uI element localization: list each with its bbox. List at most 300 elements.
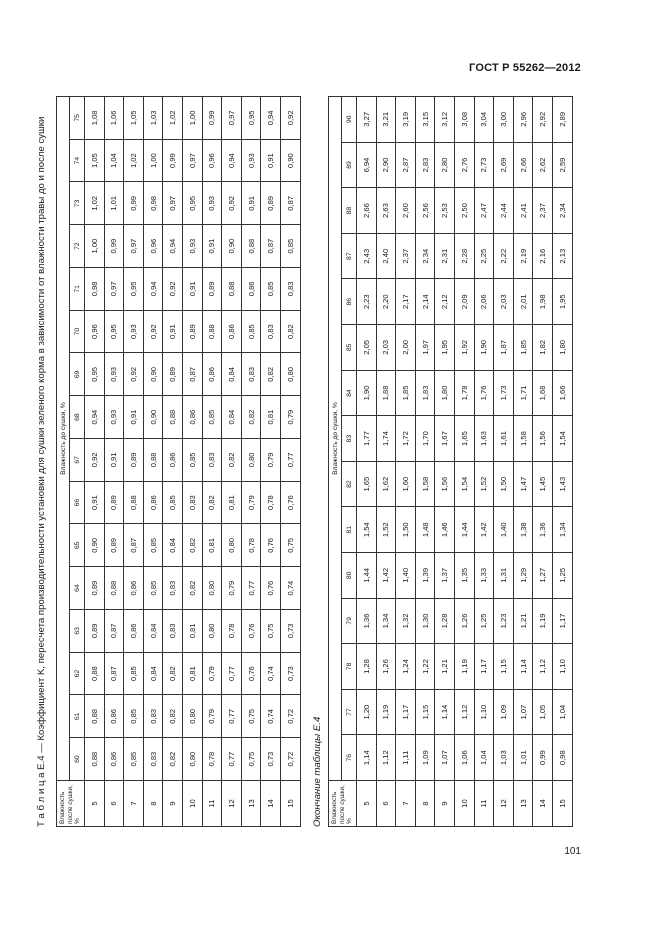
value-cell: 0,77 [241,567,261,610]
value-cell: 2,44 [494,188,514,234]
value-cell: 0,92 [85,439,105,482]
value-cell: 2,43 [357,233,377,279]
value-cell: 1,11 [396,735,416,781]
value-cell: 1,72 [396,416,416,462]
value-cell: 0,95 [85,353,105,396]
table-row [396,96,416,826]
value-cell: 1,71 [513,370,533,416]
value-cell: 1,82 [533,325,553,371]
value-cell: 1,07 [435,735,455,781]
value-cell: 1,21 [435,644,455,690]
value-cell: 0,86 [104,695,124,738]
value-cell: 0,94 [85,396,105,439]
value-cell: 0,91 [202,225,222,268]
value-cell: 1,17 [396,689,416,735]
value-cell: 0,97 [104,268,124,311]
value-cell: 0,82 [182,524,202,567]
value-cell: 1,77 [357,416,377,462]
value-cell: 0,89 [85,567,105,610]
column-header: 89 [342,142,357,188]
value-cell: 0,88 [85,695,105,738]
value-cell: 2,63 [376,188,396,234]
table-row [85,96,105,826]
value-cell: 0,86 [182,396,202,439]
value-cell: 1,23 [494,598,514,644]
value-cell: 0,73 [261,738,281,781]
value-cell: 0,91 [261,139,281,182]
value-cell: 0,90 [143,353,163,396]
value-cell: 2,62 [533,142,553,188]
value-cell: 1,56 [533,416,553,462]
value-cell: 1,44 [357,553,377,599]
value-cell: 0,97 [222,96,242,139]
row-label: 11 [202,781,222,827]
column-header: 63 [70,610,85,653]
value-cell: 1,07 [513,689,533,735]
table-row [357,96,377,826]
value-cell: 1,80 [552,325,572,371]
column-header: 79 [342,598,357,644]
value-cell: 0,83 [143,695,163,738]
row-label: 10 [182,781,202,827]
value-cell: 1,62 [376,461,396,507]
value-cell: 0,85 [280,225,300,268]
value-cell: 0,92 [280,96,300,139]
value-cell: 0,86 [163,439,183,482]
value-cell: 2,16 [533,233,553,279]
value-cell: 0,75 [241,695,261,738]
value-cell: 1,14 [357,735,377,781]
value-cell: 1,95 [435,325,455,371]
value-cell: 0,89 [202,268,222,311]
value-cell: 2,37 [533,188,553,234]
value-cell: 2,01 [513,279,533,325]
value-cell: 0,90 [222,225,242,268]
value-cell: 0,88 [85,652,105,695]
value-cell: 1,24 [396,644,416,690]
value-cell: 0,77 [222,738,242,781]
row-label: 12 [494,781,514,827]
value-cell: 1,56 [435,461,455,507]
rotated-content [32,97,580,827]
value-cell: 1,83 [415,370,435,416]
value-cell: 0,84 [143,652,163,695]
value-cell: 3,15 [415,96,435,142]
value-cell: 1,29 [513,553,533,599]
table-row [494,96,514,826]
value-cell: 1,63 [474,416,494,462]
value-cell: 1,04 [474,735,494,781]
column-header: 64 [70,567,85,610]
value-cell: 1,74 [376,416,396,462]
value-cell: 1,14 [435,689,455,735]
column-header: 77 [342,689,357,735]
value-cell: 0,75 [241,738,261,781]
value-cell: 2,47 [474,188,494,234]
value-cell: 2,40 [376,233,396,279]
value-cell: 0,82 [163,738,183,781]
value-cell: 2,19 [513,233,533,279]
table-row [182,96,202,826]
value-cell: 0,94 [261,96,281,139]
value-cell: 1,10 [474,689,494,735]
value-cell: 0,90 [85,524,105,567]
value-cell: 1,47 [513,461,533,507]
value-cell: 0,77 [280,439,300,482]
value-cell: 1,65 [454,416,474,462]
value-cell: 0,73 [280,610,300,653]
table-row [261,96,281,826]
column-header: 61 [70,695,85,738]
value-cell: 2,60 [396,188,416,234]
value-cell: 2,73 [474,142,494,188]
value-cell: 3,21 [376,96,396,142]
value-cell: 0,84 [222,396,242,439]
value-cell: 0,78 [241,524,261,567]
value-cell: 1,02 [85,182,105,225]
value-cell: 0,89 [104,524,124,567]
value-cell: 0,95 [124,268,144,311]
value-cell: 1,85 [396,370,416,416]
value-cell: 0,96 [85,310,105,353]
value-cell: 0,89 [261,182,281,225]
value-cell: 0,94 [143,268,163,311]
value-cell: 1,09 [415,735,435,781]
value-cell: 0,94 [222,139,242,182]
value-cell: 0,86 [104,738,124,781]
value-cell: 0,93 [104,396,124,439]
value-cell: 1,67 [435,416,455,462]
value-cell: 0,92 [124,353,144,396]
value-cell: 0,98 [85,268,105,311]
column-header: 78 [342,644,357,690]
value-cell: 0,92 [163,268,183,311]
column-header: 68 [70,396,85,439]
value-cell: 2,13 [552,233,572,279]
value-cell: 1,76 [474,370,494,416]
table-row [222,96,242,826]
table-row [202,96,222,826]
value-cell: 2,20 [376,279,396,325]
value-cell: 1,19 [454,644,474,690]
value-cell: 1,60 [396,461,416,507]
value-cell: 1,52 [474,461,494,507]
value-cell: 0,78 [222,610,242,653]
value-cell: 2,23 [357,279,377,325]
row-label: 13 [241,781,261,827]
header-row [57,96,70,826]
value-cell: 0,82 [280,310,300,353]
value-cell: 1,28 [435,598,455,644]
value-cell: 1,17 [552,598,572,644]
value-cell: 2,96 [513,96,533,142]
value-cell: 0,87 [104,610,124,653]
value-cell: 0,86 [124,567,144,610]
value-cell: 0,97 [163,182,183,225]
table-row [241,96,261,826]
value-cell: 0,82 [261,353,281,396]
value-cell: 1,97 [415,325,435,371]
value-cell: 0,79 [241,481,261,524]
value-cell: 0,95 [182,182,202,225]
value-cell: 2,89 [552,96,572,142]
value-cell: 0,91 [85,481,105,524]
value-cell: 2,31 [435,233,455,279]
value-cell: 1,19 [533,598,553,644]
value-cell: 2,25 [474,233,494,279]
value-cell: 1,36 [533,507,553,553]
row-label: 9 [163,781,183,827]
value-cell: 3,04 [474,96,494,142]
value-cell: 1,42 [376,553,396,599]
table-row [552,96,572,826]
row-label: 10 [454,781,474,827]
value-cell: 0,88 [222,268,242,311]
row-label: 9 [435,781,455,827]
value-cell: 0,83 [241,353,261,396]
value-cell: 1,14 [513,644,533,690]
value-cell: 0,80 [182,738,202,781]
column-header: 81 [342,507,357,553]
value-cell: 1,98 [533,279,553,325]
value-cell: 0,99 [163,139,183,182]
value-cell: 1,58 [513,416,533,462]
value-cell: 1,43 [552,461,572,507]
value-cell: 1,61 [494,416,514,462]
value-cell: 0,87 [124,524,144,567]
value-cell: 1,90 [474,325,494,371]
value-cell: 0,96 [202,139,222,182]
value-cell: 2,17 [396,279,416,325]
value-cell: 2,03 [376,325,396,371]
value-cell: 0,78 [261,481,281,524]
value-cell: 0,73 [280,652,300,695]
value-cell: 0,76 [241,652,261,695]
value-cell: 0,83 [143,738,163,781]
value-cell: 1,20 [357,689,377,735]
value-cell: 1,37 [435,553,455,599]
column-header: 90 [342,96,357,142]
value-cell: 0,87 [280,182,300,225]
column-header: 88 [342,188,357,234]
value-cell: 0,88 [202,310,222,353]
value-cell: 2,37 [396,233,416,279]
value-cell: 2,53 [435,188,455,234]
row-label: 12 [222,781,242,827]
value-cell: 0,92 [222,182,242,225]
value-cell: 3,00 [494,96,514,142]
value-cell: 2,83 [415,142,435,188]
value-cell: 0,87 [261,225,281,268]
value-cell: 2,03 [494,279,514,325]
value-cell: 2,56 [415,188,435,234]
value-cell: 0,84 [143,610,163,653]
value-cell: 1,03 [494,735,514,781]
value-cell: 0,79 [202,695,222,738]
column-header: 74 [70,139,85,182]
value-cell: 0,99 [533,735,553,781]
value-cell: 0,82 [202,481,222,524]
value-cell: 1,12 [376,735,396,781]
value-cell: 0,74 [261,695,281,738]
value-cell: 1,26 [454,598,474,644]
value-cell: 0,79 [261,439,281,482]
value-cell: 0,80 [202,610,222,653]
row-label: 13 [513,781,533,827]
value-cell: 1,44 [454,507,474,553]
value-cell: 0,86 [143,481,163,524]
value-cell: 0,76 [261,567,281,610]
value-cell: 0,83 [202,439,222,482]
value-cell: 1,00 [143,139,163,182]
value-cell: 0,81 [182,610,202,653]
value-cell: 0,99 [202,96,222,139]
value-cell: 1,28 [357,644,377,690]
value-cell: 1,12 [454,689,474,735]
value-cell: 2,34 [415,233,435,279]
row-label: 7 [124,781,144,827]
value-cell: 0,79 [202,652,222,695]
header-row [329,96,342,826]
value-cell: 1,26 [376,644,396,690]
value-cell: 0,80 [202,567,222,610]
value-cell: 2,50 [454,188,474,234]
value-cell: 6,94 [357,142,377,188]
table-continuation-caption: Окончание таблицы Е.4 [312,716,323,827]
value-cell: 0,81 [202,524,222,567]
column-header: 71 [70,268,85,311]
value-cell: 3,19 [396,96,416,142]
value-cell: 1,78 [454,370,474,416]
value-cell: 1,39 [415,553,435,599]
row-label: 15 [280,781,300,827]
value-cell: 1,09 [494,689,514,735]
value-cell: 0,82 [163,652,183,695]
value-cell: 0,78 [202,738,222,781]
value-cell: 1,05 [124,96,144,139]
value-cell: 0,81 [182,652,202,695]
value-cell: 0,86 [202,353,222,396]
value-cell: 1,10 [552,644,572,690]
table-row [533,96,553,826]
value-cell: 0,85 [124,652,144,695]
value-cell: 0,81 [261,396,281,439]
value-cell: 1,36 [357,598,377,644]
row-label: 6 [104,781,124,827]
value-cell: 1,73 [494,370,514,416]
value-cell: 1,80 [435,370,455,416]
column-header: 67 [70,439,85,482]
value-cell: 1,21 [513,598,533,644]
value-cell: 0,91 [163,310,183,353]
column-header: 72 [70,225,85,268]
value-cell: 2,05 [357,325,377,371]
value-cell: 0,80 [280,353,300,396]
value-cell: 3,08 [454,96,474,142]
value-cell: 1,58 [415,461,435,507]
value-cell: 0,76 [261,524,281,567]
value-cell: 1,08 [85,96,105,139]
value-cell: 0,83 [182,481,202,524]
value-cell: 0,72 [280,695,300,738]
value-cell: 1,15 [415,689,435,735]
value-cell: 0,88 [124,481,144,524]
column-number-row [70,96,85,826]
moisture-coefficient-table [56,96,301,827]
value-cell: 1,25 [474,598,494,644]
value-cell: 0,90 [143,396,163,439]
value-cell: 2,00 [396,325,416,371]
value-cell: 0,85 [202,396,222,439]
value-cell: 0,76 [241,610,261,653]
value-cell: 0,88 [143,439,163,482]
value-cell: 0,89 [124,439,144,482]
value-cell: 1,35 [454,553,474,599]
value-cell: 0,93 [124,310,144,353]
value-cell: 0,91 [182,268,202,311]
value-cell: 1,05 [533,689,553,735]
value-cell: 0,85 [143,524,163,567]
table-row [513,96,533,826]
column-header: 82 [342,461,357,507]
column-group-header: Влажность до сушки, % [57,96,70,780]
value-cell: 0,82 [182,567,202,610]
value-cell: 1,68 [533,370,553,416]
value-cell: 1,06 [454,735,474,781]
value-cell: 0,93 [182,225,202,268]
value-cell: 1,70 [415,416,435,462]
value-cell: 0,89 [85,610,105,653]
value-cell: 1,34 [552,507,572,553]
document-code: ГОСТ Р 55262—2012 [469,62,581,74]
row-label: 5 [85,781,105,827]
value-cell: 2,80 [435,142,455,188]
value-cell: 0,77 [222,695,242,738]
moisture-coefficient-table-continued [328,96,573,827]
value-cell: 0,97 [182,139,202,182]
value-cell: 0,82 [222,439,242,482]
row-label: 5 [357,781,377,827]
value-cell: 0,87 [182,353,202,396]
value-cell: 0,95 [104,310,124,353]
value-cell: 1,15 [494,644,514,690]
value-cell: 0,85 [143,567,163,610]
value-cell: 1,65 [357,461,377,507]
row-label: 14 [533,781,553,827]
value-cell: 0,88 [104,567,124,610]
value-cell: 1,04 [104,139,124,182]
value-cell: 0,83 [280,268,300,311]
value-cell: 0,83 [163,567,183,610]
value-cell: 1,40 [396,553,416,599]
value-cell: 0,99 [104,225,124,268]
value-cell: 0,75 [261,610,281,653]
value-cell: 2,09 [454,279,474,325]
value-cell: 0,82 [241,396,261,439]
column-header: 69 [70,353,85,396]
table-row [280,96,300,826]
value-cell: 0,88 [241,225,261,268]
value-cell: 0,79 [280,396,300,439]
value-cell: 0,74 [280,567,300,610]
value-cell: 1,85 [513,325,533,371]
row-label: 15 [552,781,572,827]
column-header: 75 [70,96,85,139]
row-label: 14 [261,781,281,827]
value-cell: 0,75 [280,524,300,567]
table-row [163,96,183,826]
value-cell: 0,86 [241,268,261,311]
